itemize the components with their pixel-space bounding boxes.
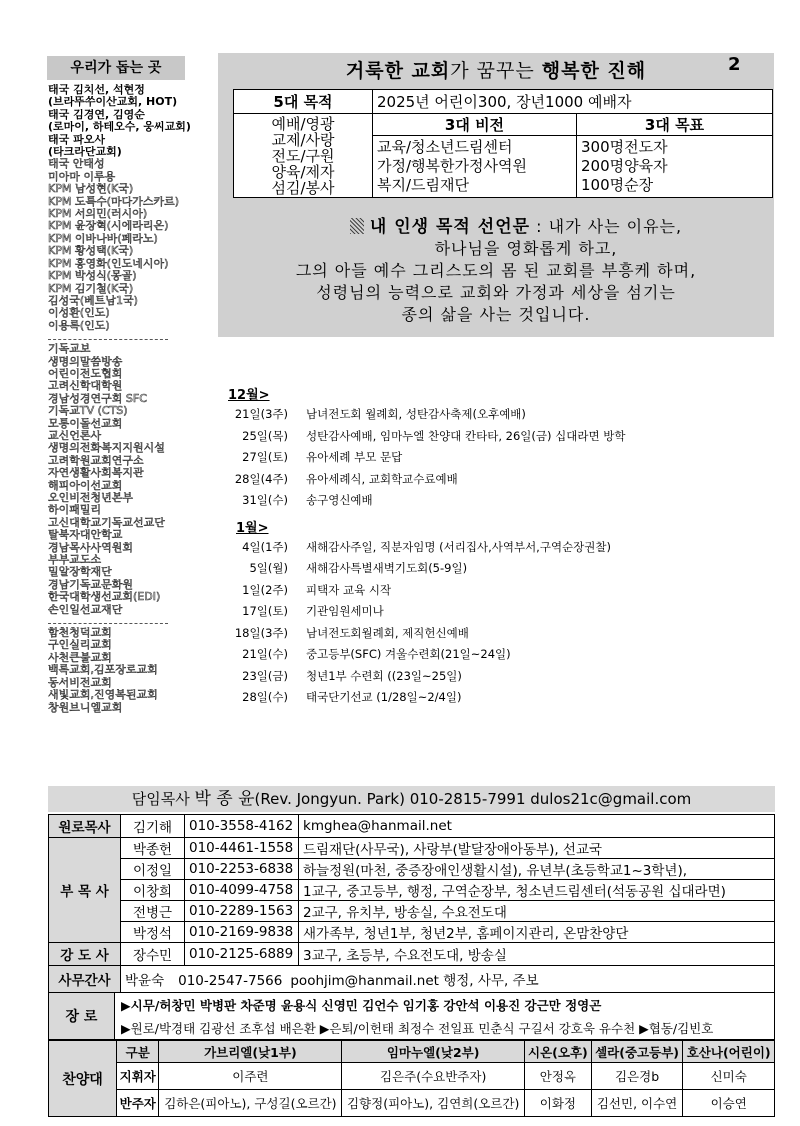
sidebar-item: 한국대학생선교회(EDI) bbox=[48, 591, 161, 604]
sidebar-item: 교신언론사 bbox=[48, 429, 102, 442]
schedule-event bbox=[228, 689, 461, 705]
choir-cell: 김향정(피아노), 김연희(오르간) bbox=[342, 1090, 525, 1117]
choir-cell: 신미숙 bbox=[683, 1063, 775, 1090]
staff-name: 박종헌 bbox=[121, 838, 185, 859]
event-date: 5일(월) bbox=[249, 561, 288, 575]
target-text: 2025년 어린이300, 장년1000 예배자 bbox=[373, 90, 773, 114]
staff-name: 전병근 bbox=[121, 901, 185, 922]
purpose-label: 5대 목적 bbox=[234, 90, 373, 114]
staff-phone: 010-4099-4758 bbox=[185, 880, 299, 901]
choir-cell: 김은경b bbox=[591, 1063, 683, 1090]
staff-duty: 드림재단(사무국), 사랑부(발달장애아동부), 선교국 bbox=[299, 838, 775, 859]
event-text: 청년1부 수련회 ((23일~25일) bbox=[306, 668, 462, 683]
sidebar-item: KPM 박성식(몽골) bbox=[48, 270, 137, 283]
sidebar-item: 모통이돌선교회 bbox=[48, 417, 123, 430]
schedule-event bbox=[228, 582, 391, 598]
sidebar-item: 밀알장학재단 bbox=[48, 566, 112, 579]
staff-row bbox=[49, 859, 775, 880]
event-text: 유아세례식, 교회학교수료예배 bbox=[306, 471, 458, 486]
visions: 교육/청소년드림센터 가정/행복한가정사역원 복지/드림재단 bbox=[373, 136, 577, 198]
staff-row bbox=[49, 966, 775, 993]
elders-table bbox=[48, 992, 775, 1040]
staff-phone: 010-2253-6838 bbox=[185, 859, 299, 880]
sidebar-item: (브라뚜쑤이산교회, HOT) bbox=[48, 96, 178, 109]
staff-name: 장수민 bbox=[121, 943, 185, 966]
sidebar-item: 동서비전교회 bbox=[48, 676, 112, 689]
choir-header: 구분 bbox=[117, 1041, 159, 1063]
sidebar-item: KPM 홍영화(인도네시아) bbox=[48, 257, 169, 270]
title-part2: 가 꿈꾸는 bbox=[450, 60, 542, 82]
choir-table bbox=[48, 1040, 775, 1117]
event-date: 21일(수) bbox=[242, 647, 288, 661]
sidebar-item: 경남기독교문화원 bbox=[48, 578, 134, 591]
sidebar-item: 창원브니엘교회 bbox=[48, 701, 123, 714]
sidebar-item: 태국 김치선, 석현정 bbox=[48, 84, 145, 96]
schedule-event bbox=[228, 492, 373, 508]
staff-role: 사무간사 bbox=[49, 966, 121, 993]
sidebar-item: 미아마 이루용 bbox=[48, 170, 116, 183]
senior-pastor-bar bbox=[48, 786, 775, 812]
event-text: 중고등부(SFC) 겨울수련회(21일~24일) bbox=[306, 647, 511, 661]
targets: 300명전도자 200명양육자 100명순장 bbox=[577, 136, 773, 198]
schedule-event bbox=[228, 646, 511, 662]
event-date: 31일(수) bbox=[242, 493, 288, 507]
event-date: 18일(3주) bbox=[234, 625, 288, 640]
pastor-contact: (Rev. Jongyun. Park) 010-2815-7991 dulos21c@gmail.com bbox=[254, 790, 692, 808]
declaration-line-2: 그의 아들 예수 그리스도의 몸 된 교회를 부흥케 하며, bbox=[295, 261, 697, 280]
choir-cell: 반주자 bbox=[117, 1090, 159, 1117]
event-text: 새해감사주일, 직분자임명 (서리집사,사역부서,구역순장권찰) bbox=[306, 539, 611, 554]
sidebar-item: 사천큰불교회 bbox=[48, 651, 112, 664]
staff-name: 박정석 bbox=[121, 922, 185, 943]
sidebar-item: 백록교회,김포장로교회 bbox=[48, 664, 158, 677]
staff-name: 박윤숙 bbox=[125, 973, 165, 989]
staff-table bbox=[48, 814, 775, 993]
sidebar-item: 자연생활사회복지관 bbox=[48, 467, 144, 480]
choir-header: 호산나(어린이) bbox=[683, 1041, 775, 1063]
choir-row bbox=[49, 1063, 775, 1090]
declaration-title: 내 인생 목적 선언문 bbox=[369, 217, 531, 237]
sidebar-item: KPM 도특수(마다가스카르) bbox=[48, 195, 180, 208]
sidebar-item: 오인비전청년본부 bbox=[48, 492, 134, 504]
event-text: 성탄감사예배, 임마누엘 찬양대 칸타타, 26일(금) 십대라면 방학 bbox=[306, 428, 626, 443]
sidebar-item: KPM 김기철(K국) bbox=[48, 282, 134, 295]
staff-row bbox=[49, 922, 775, 943]
sidebar-item: 구인실리교회 bbox=[48, 639, 112, 652]
choir-cell: 김선민, 이수연 bbox=[591, 1090, 683, 1117]
choir-label: 찬양대 bbox=[49, 1041, 117, 1117]
sidebar-item: 손인일선교재단 bbox=[48, 603, 123, 616]
sidebar-item: (타크라단교회) bbox=[48, 146, 122, 159]
sidebar-item: 경남목사사역원회 bbox=[48, 541, 134, 554]
schedule-event bbox=[228, 625, 469, 641]
event-date: 23일(금) bbox=[242, 668, 288, 683]
event-date: 17일(토) bbox=[242, 604, 288, 618]
staff-duty: 3교구, 초등부, 수요전도대, 방송실 bbox=[299, 943, 775, 966]
sidebar-item: KPM 서의민(러시아) bbox=[48, 208, 148, 221]
sidebar-item: 고려신학대학원 bbox=[48, 380, 123, 393]
sidebar-item: 기독교TV (CTS) bbox=[48, 405, 128, 418]
staff-phone: 010-3558-4162 bbox=[185, 815, 299, 838]
sidebar-item: 하이패밀리 bbox=[48, 504, 102, 517]
sidebar-item: KPM 황성택(K국) bbox=[48, 245, 134, 258]
staff-role: 부 목 사 bbox=[49, 838, 121, 943]
elders-line-2: ▶원로/박경태 김광선 조후섭 배은환 ▶은퇴/이헌태 최정수 전일표 민춘식 구길서 강호욱 유수천 ▶협동/김빈호 bbox=[115, 1016, 775, 1040]
sidebar-item: (로마이, 하테오수, 웅씨교회) bbox=[48, 121, 191, 134]
staff-role: 원로목사 bbox=[49, 815, 121, 838]
elders-label: 장 로 bbox=[49, 993, 115, 1040]
staff-role: 강 도 사 bbox=[49, 943, 121, 966]
event-text: 남녀전도회월례회, 제직헌신예배 bbox=[306, 625, 469, 640]
schedule-event bbox=[228, 560, 467, 576]
sidebar-item: KPM 윤장혁(시에라리온) bbox=[48, 220, 169, 233]
event-text: 남녀전도회 월례회, 성탄감사축제(오후예배) bbox=[306, 407, 526, 421]
staff-row bbox=[49, 943, 775, 966]
schedule bbox=[228, 384, 768, 714]
sidebar-item: 어린이전도협회 bbox=[48, 367, 123, 380]
schedule-event bbox=[228, 471, 458, 487]
event-date: 4일(1주) bbox=[242, 539, 288, 554]
choir-cell: 김하은(피아노), 구성길(오르간) bbox=[159, 1090, 342, 1117]
staff-phone: 010-2547-7566 bbox=[178, 973, 283, 989]
sidebar-item: 이성환(인도) bbox=[48, 307, 110, 320]
elders-line-1: ▶시무/허창민 박병판 차준명 윤용식 신영민 김언수 임기홍 강안석 이용진 강근만 정영곤 bbox=[115, 993, 775, 1017]
title-part1: 거룩한 교회 bbox=[345, 60, 451, 82]
vision-label: 3대 비전 bbox=[373, 114, 577, 136]
title-part3: 행복한 진해 bbox=[541, 60, 647, 82]
staff-name: 김기해 bbox=[121, 815, 185, 838]
event-date: 25일(목) bbox=[242, 428, 288, 443]
sidebar-item: 이용록(인도) bbox=[48, 319, 110, 332]
staff-name: 이정일 bbox=[121, 859, 185, 880]
schedule-event bbox=[228, 539, 611, 555]
sidebar-item: KPM 이바나바(페라노) bbox=[48, 232, 158, 245]
pastor-name: 박 종 윤 bbox=[194, 789, 255, 809]
sidebar-item: 해피아이선교회 bbox=[48, 479, 123, 492]
choir-cell: 지휘자 bbox=[117, 1063, 159, 1090]
staff-duty: 새가족부, 청년1부, 청년2부, 홈페이지관리, 온맘찬양단 bbox=[299, 922, 775, 943]
event-text: 새해감사특별새벽기도회(5-9일) bbox=[306, 561, 468, 575]
page-title bbox=[218, 56, 774, 83]
staff-phone: 010-2125-6889 bbox=[185, 943, 299, 966]
schedule-event bbox=[228, 603, 384, 619]
staff-row bbox=[49, 901, 775, 922]
month-heading: 1월> bbox=[236, 520, 269, 536]
sidebar-item: 경남성경연구회 SFC bbox=[48, 392, 147, 405]
choir-header: 셀라(중고등부) bbox=[591, 1041, 683, 1063]
goals-table bbox=[233, 89, 773, 198]
staff-phone: 010-2169-9838 bbox=[185, 922, 299, 943]
event-text: 기관임원세미나 bbox=[306, 604, 384, 618]
sidebar-item: 태국 안태성 bbox=[48, 158, 105, 171]
sidebar-item: 김성국(베트남1국) bbox=[48, 294, 138, 307]
sidebar-item: 기독교보 bbox=[48, 343, 91, 356]
target-label: 3대 목표 bbox=[577, 114, 773, 136]
declaration-line-3: 성령님의 능력으로 교회와 가정과 세상을 섬기는 bbox=[316, 283, 676, 302]
event-text: 유아세례 부모 문답 bbox=[306, 450, 403, 464]
event-date: 1일(2주) bbox=[242, 582, 288, 597]
choir-cell: 이승연 bbox=[683, 1090, 775, 1117]
schedule-event bbox=[228, 668, 462, 684]
choir-cell: 이화정 bbox=[525, 1090, 592, 1117]
event-date: 28일(수) bbox=[242, 690, 288, 704]
sidebar-item: 함천청덕교회 bbox=[48, 627, 112, 640]
event-text: 태국단기선교 (1/28일~2/4일) bbox=[306, 690, 462, 704]
sidebar-item: 고신대학교기독교선교단 bbox=[48, 516, 165, 529]
sidebar-item: 생명의전화복지지원시설 bbox=[48, 442, 165, 455]
schedule-event bbox=[228, 449, 402, 465]
event-text: 피택자 교육 시작 bbox=[306, 582, 392, 597]
sidebar-list bbox=[48, 84, 208, 714]
choir-row bbox=[49, 1090, 775, 1117]
month-heading: 12월> bbox=[228, 388, 270, 403]
sidebar-item: 태국 김경연, 김영순 bbox=[48, 108, 145, 121]
staff-duty: 1교구, 중고등부, 행정, 구역순장부, 청소년드림센터(석동공원 십대라면) bbox=[299, 880, 775, 901]
sidebar-item: 태국 파오사 bbox=[48, 133, 105, 146]
declaration-line-1: 하나님을 영화롭게 하고, bbox=[434, 239, 618, 258]
schedule-event bbox=[228, 406, 526, 422]
sidebar-item: 고려학원교회연구소 bbox=[48, 454, 144, 467]
sidebar-item: 새빛교회,진영복된교회 bbox=[48, 689, 158, 702]
event-date: 27일(토) bbox=[242, 450, 288, 464]
sidebar-divider bbox=[48, 616, 168, 624]
choir-header: 가브리엘(낮1부) bbox=[159, 1041, 342, 1063]
event-date: 28일(4주) bbox=[234, 471, 288, 486]
choir-header: 임마누엘(낮2부) bbox=[342, 1041, 525, 1063]
choir-cell: 김은주(수요반주자) bbox=[342, 1063, 525, 1090]
pastor-label: 담임목사 bbox=[131, 790, 195, 808]
purposes: 예배/영광 교제/사랑 전도/구원 양육/제자 섬김/봉사 bbox=[234, 114, 373, 198]
declaration-line-0: : 내가 사는 이유는, bbox=[536, 217, 683, 236]
declaration-line-4: 종의 삶을 사는 것입니다. bbox=[401, 305, 591, 324]
schedule-event bbox=[228, 428, 625, 444]
choir-cell: 안정옥 bbox=[525, 1063, 592, 1090]
choir-header: 시온(오후) bbox=[525, 1041, 592, 1063]
declaration-body bbox=[222, 216, 770, 326]
choir-cell: 이주련 bbox=[159, 1063, 342, 1090]
event-text: 송구영신예배 bbox=[306, 493, 373, 507]
sidebar-item: KPM 남성현(K국) bbox=[48, 183, 134, 196]
sidebar-divider bbox=[48, 332, 168, 340]
staff-row bbox=[49, 815, 775, 838]
staff-phone: 010-4461-1558 bbox=[185, 838, 299, 859]
page-number: 2 bbox=[728, 54, 741, 75]
staff-duty: 하늘정원(마천, 중증장애인생활시설), 유년부(초등학교1~3학년), bbox=[299, 859, 775, 880]
sidebar-item: 생명의말씀방송 bbox=[48, 355, 123, 368]
staff-row bbox=[49, 880, 775, 901]
sidebar-item: 부부교도소 bbox=[48, 554, 102, 567]
staff-phone: 010-2289-1563 bbox=[185, 901, 299, 922]
sidebar-item: 탈북자대안학교 bbox=[48, 529, 123, 542]
hatched-square-icon bbox=[350, 218, 364, 234]
staff-duty: 2교구, 유치부, 방송실, 수요전도대 bbox=[299, 901, 775, 922]
event-date: 21일(3주) bbox=[234, 407, 288, 421]
staff-duty: poohjim@hanmail.net 행정, 사무, 주보 bbox=[290, 973, 539, 989]
staff-name: 이창희 bbox=[121, 880, 185, 901]
staff-duty: kmghea@hanmail.net bbox=[299, 815, 775, 838]
sidebar-title: 우리가 돕는 곳 bbox=[47, 56, 185, 80]
staff-row bbox=[49, 838, 775, 859]
